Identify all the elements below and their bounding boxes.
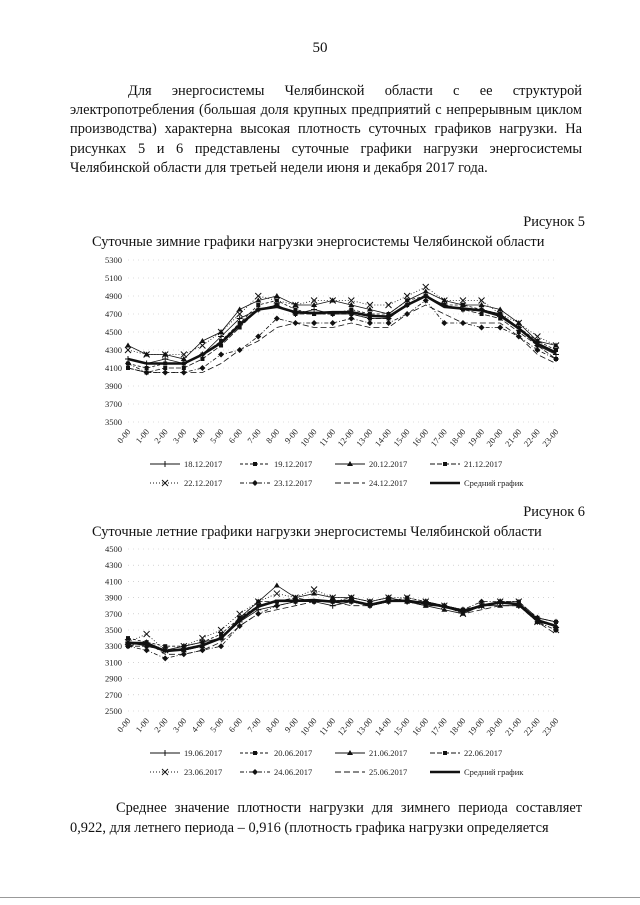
legend-marker <box>252 480 258 486</box>
legend-entry: 19.12.2017 <box>274 459 313 469</box>
y-tick-label: 3500 <box>105 625 122 635</box>
data-point <box>200 357 204 361</box>
series-line <box>128 296 556 364</box>
x-tick-label: 15-00 <box>391 715 412 738</box>
x-tick-label: 6-00 <box>226 426 245 446</box>
data-point <box>199 365 205 371</box>
x-tick-label: 6-00 <box>226 715 245 735</box>
y-tick-label: 3300 <box>105 641 122 652</box>
legend-marker <box>252 769 258 775</box>
legend-marker <box>347 750 353 755</box>
x-tick-label: 17-00 <box>428 426 449 449</box>
legend-marker <box>253 462 257 466</box>
x-tick-label: 2-00 <box>152 715 170 735</box>
x-tick-label: 4-00 <box>189 426 207 446</box>
data-point <box>479 325 485 331</box>
data-point <box>311 307 317 313</box>
footer-divider <box>0 897 640 898</box>
x-tick-label: 8-00 <box>263 715 282 735</box>
data-point <box>144 631 150 637</box>
y-axis-label <box>103 252 124 253</box>
data-point <box>330 320 336 326</box>
figure6-title: Суточные летние графики нагрузки энергосистемы Челябинской области <box>92 524 542 540</box>
data-point <box>162 655 168 661</box>
data-point <box>199 343 205 349</box>
y-tick-label: 2900 <box>105 673 122 684</box>
data-point <box>274 603 280 609</box>
data-point <box>144 647 150 653</box>
legend-entry: 21.06.2017 <box>369 748 408 758</box>
y-tick-label: 3700 <box>105 608 122 619</box>
y-tick-label: 4900 <box>105 291 122 301</box>
x-tick-label: 19-00 <box>465 715 487 738</box>
x-tick-label: 12-00 <box>335 426 356 449</box>
x-tick-label: 7-00 <box>245 426 263 446</box>
data-point <box>311 320 317 326</box>
x-tick-label: 9-00 <box>282 715 301 735</box>
data-point <box>367 320 373 326</box>
data-point <box>274 591 280 597</box>
x-tick-label: 17-00 <box>428 715 449 738</box>
x-tick-label: 9-00 <box>282 426 301 446</box>
y-tick-label: 5300 <box>105 255 122 265</box>
series-line <box>128 287 556 355</box>
y-tick-label: 5100 <box>105 273 122 283</box>
legend-entry: 21.12.2017 <box>464 459 503 469</box>
winter-load-chart <box>0 252 640 502</box>
series-line <box>128 598 556 659</box>
legend-entry: Средний график <box>464 478 524 488</box>
y-tick-label: 4100 <box>105 363 122 373</box>
x-tick-label: 16-00 <box>409 426 431 449</box>
legend-marker <box>253 751 257 755</box>
data-point <box>348 316 354 322</box>
x-tick-label: 16-00 <box>409 715 431 738</box>
series-line <box>128 585 556 650</box>
data-point <box>256 303 260 307</box>
legend-entry: 24.12.2017 <box>369 478 408 488</box>
y-tick-label: 4500 <box>105 327 122 337</box>
data-point <box>125 347 131 353</box>
figure5-label: Рисунок 5 <box>523 214 585 230</box>
legend-entry: 20.06.2017 <box>274 748 313 758</box>
x-tick-label: 14-00 <box>372 426 394 449</box>
y-tick-label: 3100 <box>105 657 122 668</box>
y-tick-label: 4300 <box>105 345 122 355</box>
summer-load-chart <box>0 541 640 791</box>
y-tick-label: 3900 <box>105 592 122 603</box>
legend-marker <box>443 462 447 466</box>
figure6-label: Рисунок 6 <box>523 504 585 520</box>
x-tick-label: 0-00 <box>114 715 133 735</box>
x-tick-label: 18-00 <box>447 715 468 738</box>
legend-marker <box>347 461 353 466</box>
legend-entry: 24.06.2017 <box>274 767 313 777</box>
x-tick-label: 5-00 <box>207 715 226 735</box>
data-point <box>125 361 131 367</box>
x-tick-label: 1-00 <box>133 426 152 446</box>
x-tick-label: 23-00 <box>540 715 561 738</box>
legend-entry: 19.06.2017 <box>184 748 223 758</box>
x-tick-label: 20-00 <box>484 715 505 738</box>
x-tick-label: 12-00 <box>335 715 356 738</box>
x-tick-label: 19-00 <box>465 426 487 449</box>
page-number: 50 <box>312 40 328 56</box>
data-point <box>163 366 167 370</box>
data-point <box>480 312 484 316</box>
y-tick-label: 2700 <box>105 689 122 700</box>
x-tick-label: 0-00 <box>114 426 133 446</box>
x-tick-label: 22-00 <box>521 426 542 449</box>
data-point <box>199 338 205 343</box>
data-point <box>349 308 353 312</box>
x-tick-label: 18-00 <box>447 426 468 449</box>
x-tick-label: 8-00 <box>263 426 282 446</box>
legend-entry: 25.06.2017 <box>369 767 408 777</box>
legend-marker <box>162 461 168 467</box>
data-point <box>125 343 131 348</box>
x-tick-label: 4-00 <box>189 715 207 735</box>
data-point <box>182 366 186 370</box>
series-line <box>128 296 556 368</box>
legend-entry: Средний график <box>464 767 524 777</box>
y-tick-label: 3500 <box>105 417 122 427</box>
y-tick-label: 4500 <box>105 544 122 554</box>
x-tick-label: 23-00 <box>540 426 561 449</box>
x-tick-label: 10-00 <box>298 426 319 449</box>
data-point <box>145 366 149 370</box>
series-line <box>128 600 556 651</box>
x-tick-label: 15-00 <box>391 426 412 449</box>
y-tick-label: 2500 <box>105 706 122 716</box>
data-point <box>386 320 392 326</box>
y-tick-label: 4300 <box>105 560 122 571</box>
x-tick-label: 7-00 <box>245 715 263 735</box>
y-tick-label: 3900 <box>105 381 122 391</box>
series-line <box>128 590 556 651</box>
y-axis-label <box>103 541 124 542</box>
x-tick-label: 20-00 <box>484 426 505 449</box>
x-tick-label: 11-00 <box>317 426 338 449</box>
series-line <box>128 305 556 373</box>
x-tick-label: 13-00 <box>354 715 375 738</box>
legend-entry: 22.12.2017 <box>184 478 223 488</box>
data-point <box>237 307 243 312</box>
data-point <box>497 325 503 331</box>
x-tick-label: 22-00 <box>521 715 542 738</box>
x-tick-label: 3-00 <box>170 715 189 735</box>
legend-marker <box>162 750 168 756</box>
intro-paragraph: Для энергосистемы Челябинской области с ее структурой электропотребления (большая доля крупных предприятий с непрерывным циклом производства) характерна высокая плотность суточных графиков нагрузки. На рисунках 5 и 6 представлены суточные графики нагрузки энергосистемы Челябинской области для третьей недели июня и декабря 2017 года. <box>70 83 582 176</box>
y-tick-label: 3700 <box>105 399 122 409</box>
x-tick-label: 21-00 <box>502 715 524 738</box>
x-tick-label: 1-00 <box>133 715 152 735</box>
data-point <box>554 620 558 624</box>
x-tick-label: 2-00 <box>152 426 170 446</box>
x-tick-label: 11-00 <box>317 715 338 738</box>
figure5-title: Суточные зимние графики нагрузки энергосистемы Челябинской области <box>92 234 545 250</box>
legend-marker <box>443 751 447 755</box>
data-point <box>274 293 280 298</box>
y-tick-label: 4700 <box>105 309 122 319</box>
legend-entry: 23.06.2017 <box>184 767 223 777</box>
data-point <box>274 582 280 587</box>
legend-entry: 22.06.2017 <box>464 748 503 758</box>
x-tick-label: 21-00 <box>502 426 524 449</box>
legend-entry: 18.12.2017 <box>184 459 223 469</box>
x-tick-label: 5-00 <box>207 426 226 446</box>
x-tick-label: 3-00 <box>170 426 189 446</box>
bottom-paragraph: Среднее значение плотности нагрузки для зимнего периода составляет 0,922, для летнего периода – 0,916 (плотность графика нагрузки определяется <box>70 800 582 836</box>
y-tick-label: 4100 <box>105 576 122 587</box>
x-tick-label: 14-00 <box>372 715 394 738</box>
x-tick-label: 13-00 <box>354 426 375 449</box>
x-tick-label: 10-00 <box>298 715 319 738</box>
data-point <box>553 356 559 362</box>
legend-entry: 23.12.2017 <box>274 478 313 488</box>
legend-entry: 20.12.2017 <box>369 459 408 469</box>
data-point <box>218 352 224 358</box>
series-line <box>128 296 556 364</box>
